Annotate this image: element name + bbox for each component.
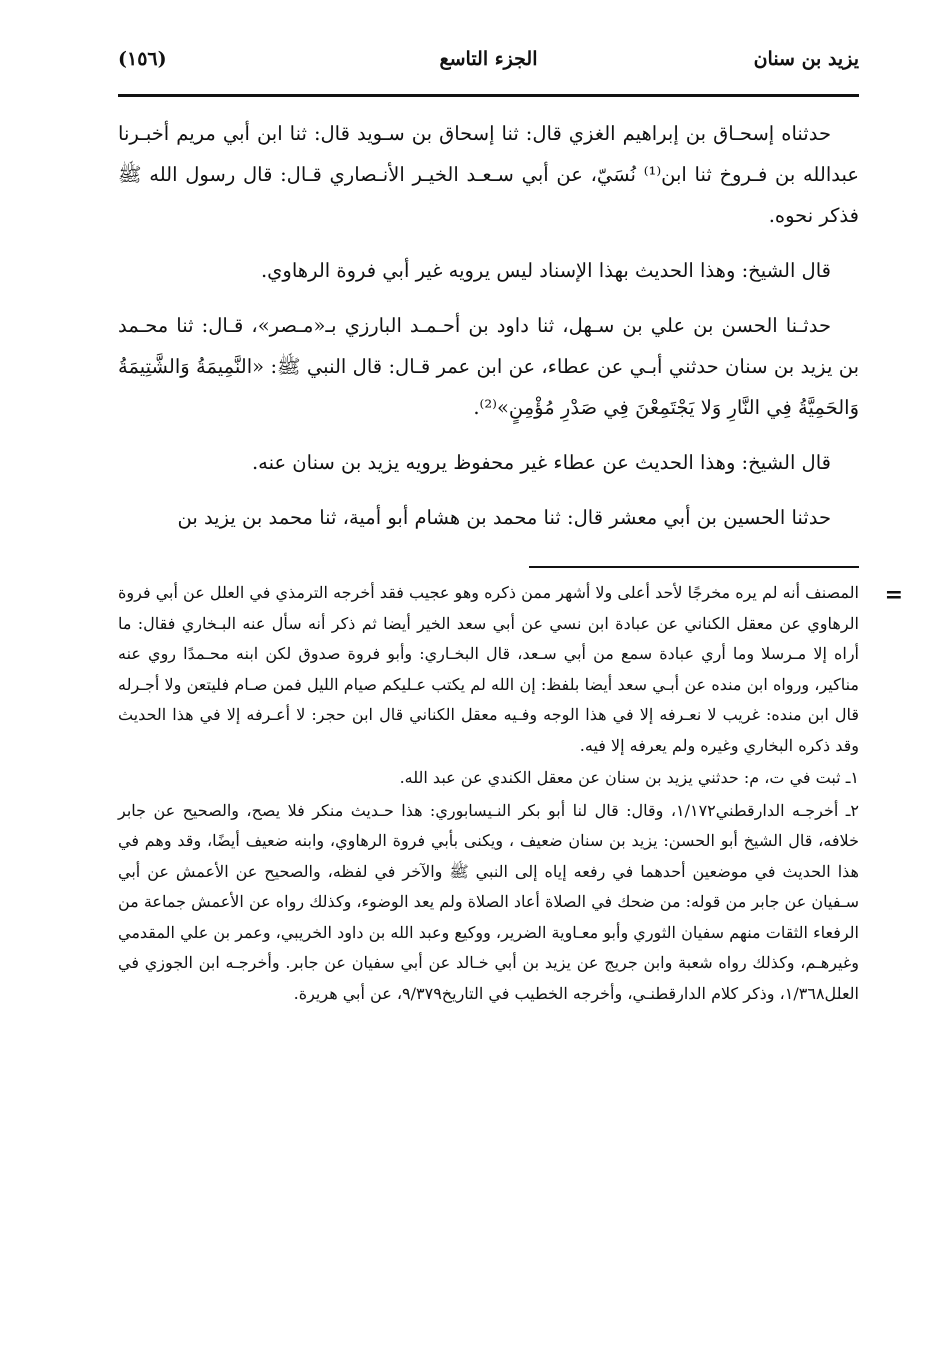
footnote-continuation-mark: = xyxy=(884,582,903,608)
page-number: (١٥٦) xyxy=(118,48,167,70)
footnote-separator xyxy=(529,566,859,568)
paragraph-3: حدثـنا الحسن بن علي بن سـهل، ثنا داود بن أحـمـد البارزي بـ«مـصر»، قـال: ثنا محـمد بن يزيد بن سنان حدثني أبـي عن عطاء، عن ابن عمر قـال: قال النبي ﷺ: «النَّمِيمَةُ وَالشَّتِيمَةُ وَالحَمِيَّةُ فِي النَّارِ وَلا يَجْتَمِعْنَ فِي صَدْرِ مُؤْمِنٍ»⁽²⁾. xyxy=(118,314,859,419)
paragraph-2: قال الشيخ: وهذا الحديث بهذا الإسناد ليس يرويه غير أبي فروة الرهاوي. xyxy=(260,259,831,282)
footnote-separator-wrap xyxy=(118,552,859,578)
main-text xyxy=(118,113,859,538)
footnote-continuation: المصنف أنه لم يره مخرجًا لأحد أعلى ولا أشهر ممن ذكره وهو عجيب فقد أخرجه الترمذي في العلل عن أبي فروة الرهاوي عن معقل الكناني عن عبادة ابن نسي عن أبي سعد الخير أيضا ثم ذكر أنه سأل عنه البـخاري فقال: ما أراه إلا مـرسلا وما أري عبادة سمع من أبي سـعد، قال البخـاري: وأبو فروة صدوق لكن ابنه محـمدًا روي عنه مناكير، ورواه ابن منده عن أبـي سعد أيضا بلفظ: إن الله لم يكتب عـليكم صيام الليل فمن صـام فليتعن ولا أجـرله قال ابن منده: غريب لا نعـرفه إلا في هذا الوجه وفـيه معقل الكناني قال ابن حجر: لا أعـرفه إلا في هذا الحديث وقد ذكره البخاري وغيره ولم يعرفه إلا فيه. xyxy=(118,583,859,755)
footnote-2: ٢ـ أخرجـه الدارقطني١/١٧٢، وقال: قال لنا أبو بكر النـيسابوري: هذا حـديث منكر فلا يصح، والصحيح عن جابر خلافه، قال الشيخ أبو الحسن: يزيد بن سنان ضعيف ، ويكنى بأبي فروة الرهاوي، وابنه ضعيف أيضًا، وقد وهم في هذا الحديث في موضعين أحدهما في رفعه إياه إلى النبي ﷺ والآخر في لفظه، والصحيح عن الأعمش عن أبي سـفيان عن جابر من قوله: من ضحك في الصلاة أعاد الصلاة ولم يعد الوضوء، وكذلك رواه عن الأعمش جماعة من الرفعاء الثقات منهم سفيان الثوري وأبو معـاوية الضرير، ووكيع وعبد الله بن داود الخريبي، وعمر بن علي المقدمي وغيرهـم، وكذلك رواه شعبة وابن جريج عن يزيد بن أبي خـالد عن أبي سفيان عن جابر. وأخرجـه ابن الجوزي في العلل١/٣٦٨، وذكر كلام الدارقطنـي، وأخرجه الخطيب في التاريخ٩/٣٧٩، عن أبي هريرة. xyxy=(118,800,860,1003)
footnotes xyxy=(118,578,903,1009)
running-header xyxy=(118,42,859,97)
header-title: يزيد بن سنان xyxy=(753,48,859,70)
footnote-1: ١ـ ثبت في ت، م: حدثني يزيد بن سنان عن معقل الكندي عن عبد الله. xyxy=(399,768,859,787)
paragraph-4: قال الشيخ: وهذا الحديث عن عطاء غير محفوظ يرويه يزيد بن سنان عنه. xyxy=(251,451,831,474)
paragraph-5: حدثنا الحسين بن أبي معشر قال: ثنا محمد بن هشام أبو أمية، ثنا محمد بن يزيد بن xyxy=(177,506,831,529)
header-volume: الجزء التاسع xyxy=(439,48,538,70)
paragraph-1: حدثناه إسحـاق بن إبراهيم الغزي قال: ثنا إسحاق بن سـويد قال: ثنا ابن أبي مريم أخبـرنا عبدالله بن فـروخ ثنا ابن⁽¹⁾ نُسَيّ، عن أبي سـعـد الخيـر الأنـصاري قـال: قال رسول الله ﷺ فذكر نحوه. xyxy=(118,122,859,227)
